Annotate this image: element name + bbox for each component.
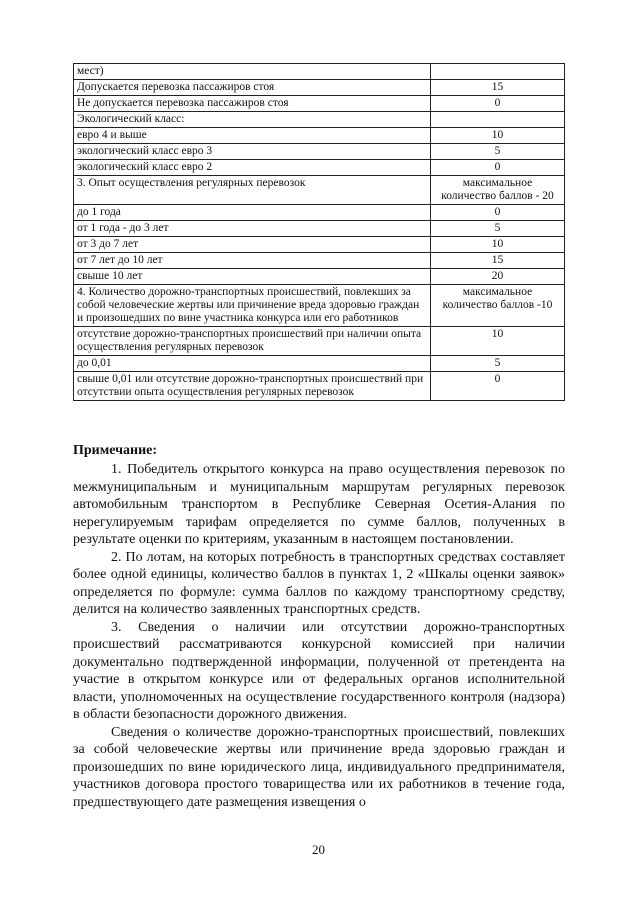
table-row [74, 96, 565, 112]
criterion-cell: Допускается перевозка пассажиров стоя [74, 80, 431, 96]
score-cell: 5 [431, 356, 565, 372]
criterion-cell: от 1 года - до 3 лет [74, 221, 431, 237]
score-cell: 15 [431, 80, 565, 96]
score-cell: 0 [431, 372, 565, 401]
criterion-cell: 3. Опыт осуществления регулярных перевозок [74, 176, 431, 205]
score-cell: 0 [431, 205, 565, 221]
score-cell: 20 [431, 269, 565, 285]
table-row [74, 237, 565, 253]
criterion-cell: 4. Количество дорожно-транспортных происшествий, повлекших за собой человеческие жертвы или причинение вреда здоровью граждан и произошедших по вине участника конкурса или его работников [74, 285, 431, 327]
table-row [74, 160, 565, 176]
table-row [74, 64, 565, 80]
criterion-cell: экологический класс евро 2 [74, 160, 431, 176]
criterion-cell: свыше 10 лет [74, 269, 431, 285]
scoring-table [73, 63, 565, 401]
criterion-cell: от 7 лет до 10 лет [74, 253, 431, 269]
score-cell [431, 112, 565, 128]
score-cell: 0 [431, 160, 565, 176]
criterion-cell: свыше 0,01 или отсутствие дорожно-транспортных происшествий при отсутствии опыта осуществления регулярных перевозок [74, 372, 431, 401]
table-row [74, 221, 565, 237]
criterion-cell: отсутствие дорожно-транспортных происшествий при наличии опыта осуществления регулярных перевозок [74, 327, 431, 356]
score-cell: 5 [431, 144, 565, 160]
score-cell: максимальное количество баллов -10 [431, 285, 565, 327]
table-row [74, 327, 565, 356]
note-paragraph: 2. По лотам, на которых потребность в транспортных средствах составляет более одной единицы, количество баллов в пунктах 1, 2 «Шкалы оценки заявок» определяется по формуле: сумма баллов по каждому транспортному средству, делится на количество заявленных транспортных средств. [73, 549, 565, 617]
table-row [74, 144, 565, 160]
criterion-cell: от 3 до 7 лет [74, 237, 431, 253]
criterion-cell: Экологический класс: [74, 112, 431, 128]
table-row [74, 112, 565, 128]
note-paragraph: 3. Сведения о наличии или отсутствии дорожно-транспортных происшествий рассматриваются конкурсной комиссией при наличии документально подтвержденной информации, полученной от претендента на участие в открытом конкурсе или от федеральных органов исполнительной власти, уполномоченных на осуществление государственного контроля (надзора) в области безопасности дорожного движения. [73, 619, 565, 722]
table-row [74, 205, 565, 221]
note-heading: Примечание: [73, 443, 158, 458]
score-cell: 0 [431, 96, 565, 112]
criterion-cell: мест) [74, 64, 431, 80]
table-row [74, 285, 565, 327]
page-number: 20 [312, 842, 325, 857]
note-paragraph: 1. Победитель открытого конкурса на право осуществления перевозок по межмуниципальным и муниципальным маршрутам регулярных перевозок автомобильным транспортом в Республике Северная Осетия-Алания по нерегулируемым тарифам определяется по сумме баллов, полученных в результате оценки по критериям, указанным в настоящем постановлении. [73, 462, 565, 547]
score-cell: максимальное количество баллов - 20 [431, 176, 565, 205]
table-row [74, 372, 565, 401]
criterion-cell: Не допускается перевозка пассажиров стоя [74, 96, 431, 112]
score-cell [431, 64, 565, 80]
table-row [74, 80, 565, 96]
criterion-cell: экологический класс евро 3 [74, 144, 431, 160]
table-row [74, 356, 565, 372]
table-row [74, 253, 565, 269]
criterion-cell: евро 4 и выше [74, 128, 431, 144]
score-cell: 10 [431, 237, 565, 253]
table-row [74, 128, 565, 144]
score-cell: 10 [431, 327, 565, 356]
criterion-cell: до 1 года [74, 205, 431, 221]
table-row [74, 269, 565, 285]
score-cell: 15 [431, 253, 565, 269]
note-paragraph: Сведения о количестве дорожно-транспортных происшествий, повлекших за собой человеческие жертвы или причинение вреда здоровью граждан и произошедших по вине юридического лица, индивидуального предпринимателя, участников договора простого товарищества или их работников в течение года, предшествующего дате размещения извещения о [73, 724, 565, 810]
criterion-cell: до 0,01 [74, 356, 431, 372]
score-cell: 10 [431, 128, 565, 144]
score-cell: 5 [431, 221, 565, 237]
note-body [73, 461, 565, 811]
table-row [74, 176, 565, 205]
